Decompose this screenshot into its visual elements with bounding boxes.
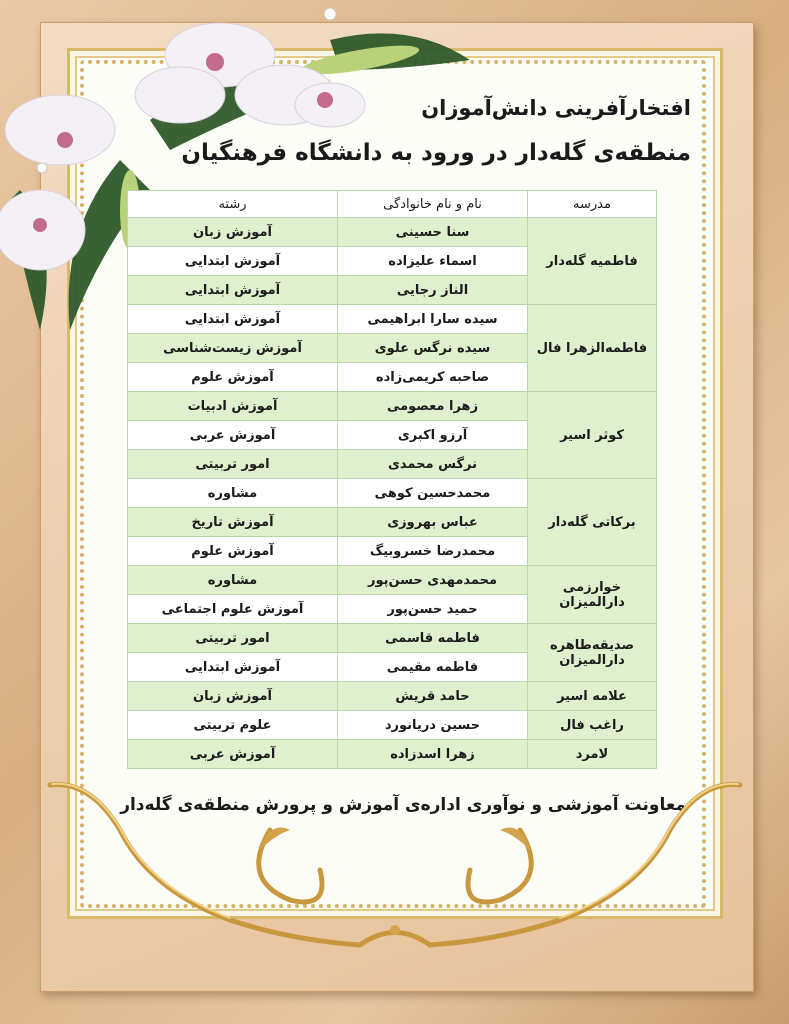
student-field: آموزش ابتدایی [128,276,338,305]
student-field: امور تربیتی [128,450,338,479]
student-field: آموزش تاریخ [128,508,338,537]
student-name: حسین دریانورد [338,711,528,740]
student-field: آموزش ابتدایی [128,305,338,334]
student-name: صاحبه کریمی‌زاده [338,363,528,392]
school-cell: خوارزمی دارالمیزان [528,566,657,624]
table-row [128,479,657,508]
footer-signature: معاونت آموزشی و نوآوری اداره‌ی آموزش و پرورش منطقه‌ی گله‌دار [120,795,686,815]
student-name: زهرا اسدزاده [338,740,528,769]
school-cell: راغب فال [528,711,657,740]
school-cell: فاطمیه گله‌دار [528,218,657,305]
student-name: آرزو اکبری [338,421,528,450]
table-row [128,682,657,711]
header-field: رشته [128,191,338,218]
students-table [127,190,657,769]
student-field: آموزش زبان [128,218,338,247]
student-field: آموزش ابتدایی [128,247,338,276]
student-name: نرگس محمدی [338,450,528,479]
table-row [128,624,657,653]
student-field: آموزش زیست‌شناسی [128,334,338,363]
student-field: مشاوره [128,566,338,595]
student-field: آموزش علوم [128,363,338,392]
school-cell: صدیقه‌طاهره دارالمیزان [528,624,657,682]
student-name: سنا حسینی [338,218,528,247]
student-name: محمدحسین کوهی [338,479,528,508]
student-field: آموزش عربی [128,421,338,450]
student-field: امور تربیتی [128,624,338,653]
header-school: مدرسه [528,191,657,218]
student-field: آموزش ابتدایی [128,653,338,682]
table-row [128,305,657,334]
student-name: فاطمه قاسمی [338,624,528,653]
student-name: فاطمه مقیمی [338,653,528,682]
table-row [128,711,657,740]
student-name: محمدرضا خسروبیگ [338,537,528,566]
table-row [128,740,657,769]
student-field: آموزش علوم اجتماعی [128,595,338,624]
student-name: سیده سارا ابراهیمی [338,305,528,334]
student-name: عباس بهروزی [338,508,528,537]
student-name: حامد قریش [338,682,528,711]
student-field: آموزش علوم [128,537,338,566]
student-name: محمدمهدی حسن‌پور [338,566,528,595]
student-name: زهرا معصومی [338,392,528,421]
title-line-1: افتخارآفرینی دانش‌آموزان [421,96,691,120]
title-line-2: منطقه‌ی گله‌دار در ورود به دانشگاه فرهنگیان [181,140,691,166]
school-cell: علامه اسیر [528,682,657,711]
school-cell: برکاتی گله‌دار [528,479,657,566]
school-cell: لامرد [528,740,657,769]
school-cell: کوثر اسیر [528,392,657,479]
student-name: حمید حسن‌پور [338,595,528,624]
table-row [128,218,657,247]
student-name: الناز رجایی [338,276,528,305]
header-name: نام و نام خانوادگی [338,191,528,218]
student-field: علوم تربیتی [128,711,338,740]
student-field: آموزش زبان [128,682,338,711]
school-cell: فاطمه‌الزهرا فال [528,305,657,392]
table-row [128,392,657,421]
table-row [128,566,657,595]
student-name: اسماء علیزاده [338,247,528,276]
gold-swirl-ornament [30,770,760,970]
student-field: مشاوره [128,479,338,508]
student-field: آموزش ادبیات [128,392,338,421]
student-field: آموزش عربی [128,740,338,769]
student-name: سیده نرگس علوی [338,334,528,363]
table-header-row [128,191,657,218]
